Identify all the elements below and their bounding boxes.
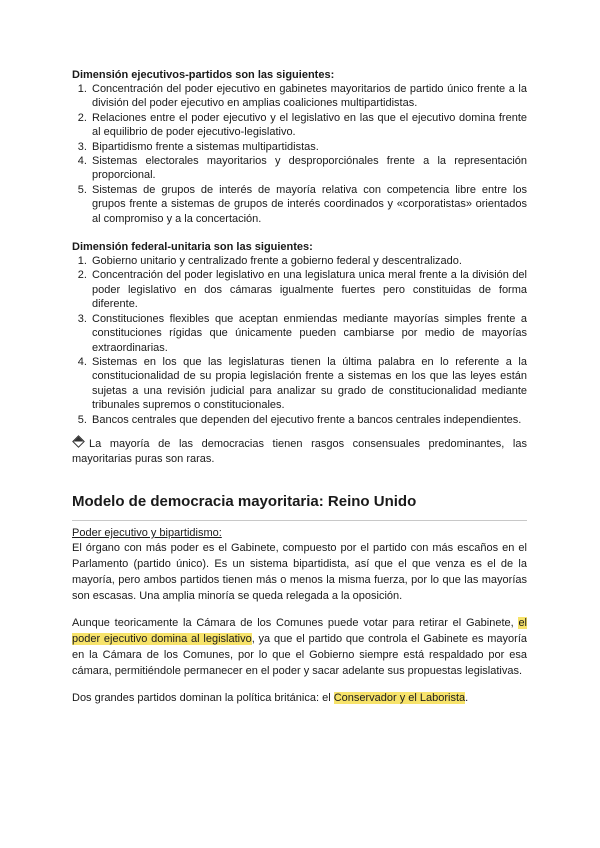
diamond-bullet-icon	[72, 435, 85, 448]
consensus-note	[72, 437, 527, 467]
list-item: 4. Sistemas electorales mayoritarios y desproporciónales frente a la representación proporcional.	[90, 154, 527, 183]
title-divider	[72, 520, 527, 521]
list-item: 1. Gobierno unitario y centralizado frente a gobierno federal y descentralizado.	[90, 254, 527, 268]
executive-parties-list	[72, 82, 527, 226]
highlighted-text: el poder ejecutivo domina al legislativo	[72, 616, 527, 645]
paragraph-cabinet: El órgano con más poder es el Gabinete, compuesto por el partido con más escaños en el Parlamento (partido único). Es un sistema bipartidista, así que el que venza es el de la mayoría, pero ambos partidos tienen más o menos la misma fuerza, por lo que las mayorías son escasas. Una amplia minoría se queda relegada a la oposición.	[72, 541, 527, 602]
federal-unitary-list	[72, 254, 527, 427]
federal-unitary-heading: Dimensión federal-unitaria son las siguientes:	[72, 241, 313, 254]
note-text: La mayoría de las democracias tienen rasgos consensuales predominantes, las mayoritarias puras son raras.	[72, 437, 527, 465]
list-item: 5. Bancos centrales que dependen del ejecutivo frente a bancos centrales independientes.	[90, 413, 527, 427]
paragraph-executive-dominance	[72, 615, 527, 679]
list-item: 3. Constituciones flexibles que aceptan enmiendas mediante mayorías simples frente a constituciones rígidas que únicamente pueden cambiarse por medio de mayorías extraordinarias.	[90, 312, 527, 355]
list-item: 1. Concentración del poder ejecutivo en gabinetes mayoritarios de partido único frente a la división del poder ejecutivo en amplias coaliciones multipartidistas.	[90, 82, 527, 111]
text-run: , ya que el partido que controla el Gabinete es mayoría en la Cámara de los Comunes, por lo que el Gobierno siempre está respaldado por esa cámara, permitiéndole permanecer en el poder y sacar adelante sus propuestas legislativas.	[72, 632, 527, 677]
list-item: 3. Bipartidismo frente a sistemas multipartidistas.	[90, 140, 527, 154]
text-run: Aunque teoricamente la Cámara de los Comunes puede votar para retirar el Gabinete,	[72, 616, 519, 629]
paragraph-two-parties	[72, 690, 527, 706]
text-run: .	[465, 691, 469, 704]
executive-parties-heading: Dimensión ejecutivos-partidos son las siguientes:	[72, 69, 335, 81]
model-title: Modelo de democracia mayoritaria: Reino Unido	[72, 492, 417, 510]
text-run: Dos grandes partidos dominan la política británica: el	[72, 691, 334, 704]
subheading-executive-bipartisanship: Poder ejecutivo y bipartidismo:	[72, 526, 222, 539]
list-item: 5. Sistemas de grupos de interés de mayoría relativa con competencia libre entre los grupos frente a sistemas de grupos de interés coordinados y «corporatistas» orientados al compromiso y a la concertación.	[90, 183, 527, 226]
list-item: 2. Concentración del poder legislativo en una legislatura unica meral frente a la división del poder legislativo en dos cámaras igualmente fuertes pero constituidas de forma diferente.	[90, 268, 527, 311]
highlighted-text: Conservador y el Laborista	[333, 691, 466, 704]
list-item: 2. Relaciones entre el poder ejecutivo y el legislativo en las que el ejecutivo domina frente al equilibrio de poder ejecutivo-legislativo.	[90, 111, 527, 140]
list-item: 4. Sistemas en los que las legislaturas tienen la última palabra en lo referente a la constitucionalidad de su propia legislación frente a sistemas en los que las leyes están sujetas a una revisión judicial para analizar su grado de constitucionalidad mediante tribunales supremos o constitucionales.	[90, 355, 527, 413]
